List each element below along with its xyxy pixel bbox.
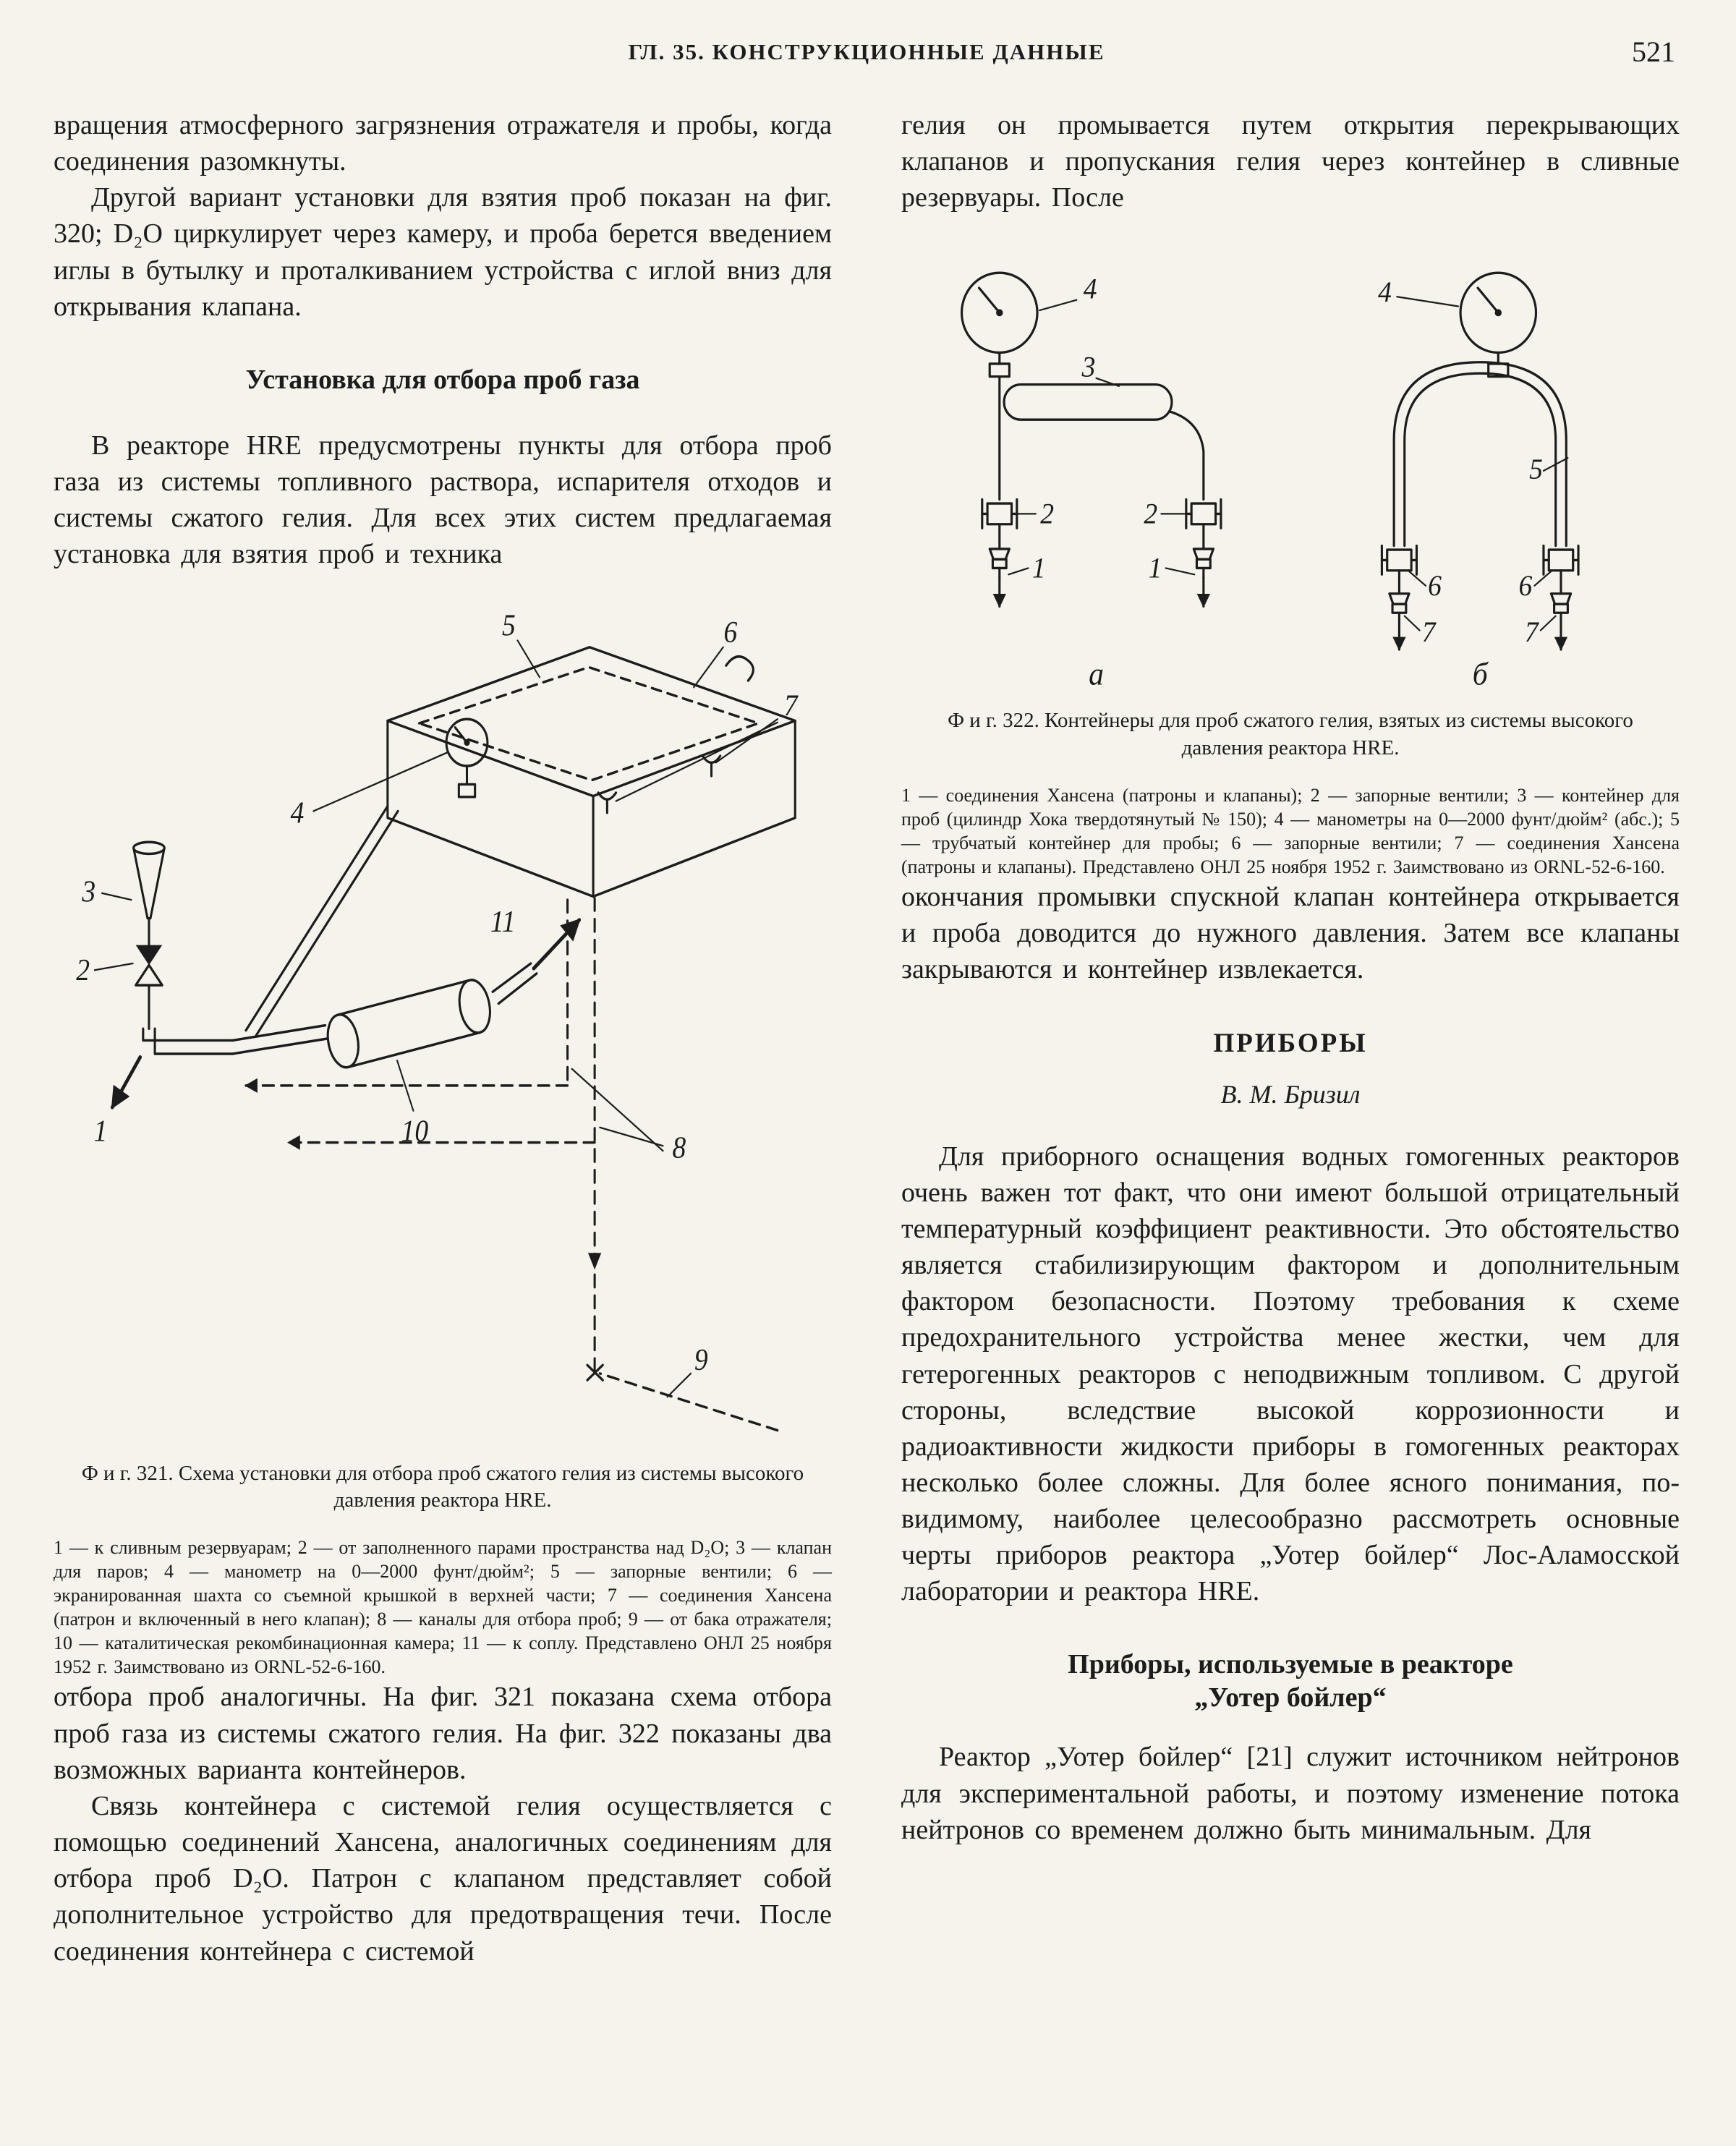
fig322-label-5: 5 [1529,454,1543,486]
paragraph: Связь контейнера с системой гелия осуществляется с помощью соединений Хансена, аналогичных соединениям для отбора проб D₂O. Патрон с клапаном представляет собой дополнительное устройство для предотвращения течи. После соединения контейнера с системой [54,1790,832,1967]
paragraph: вращения атмосферного загрязнения отражателя и пробы, когда соединения разомкнуты. [54,110,832,177]
section-heading-water-boiler-line1: Приборы, используемые в реакторе [1068,1648,1513,1679]
fig321-label-8: 8 [672,1130,686,1165]
fig321-lid-hook [726,657,754,681]
fig321-label-10: 10 [401,1113,429,1148]
fig322-label-4b: 4 [1378,277,1392,309]
paragraph: окончания промывки спускной клапан контейнера открывается и проба доводится до нужного давления. Затем все клапаны закрываются и контейнер извлекается. [901,881,1680,985]
figure-322-caption: Ф и г. 322. Контейнеры для проб сжатого гелия, взятых из системы высокого давления реактора HRE. [948,709,1633,759]
fig321-label-1: 1 [93,1113,108,1148]
fig322-label-7a: 7 [1421,617,1436,649]
paragraph: Реактор „Уотер бойлер“ [21] служит источником нейтронов для экспериментальной работы, и поэтому изменение потока нейтронов со временем должно быть минимальным. Для [901,1742,1680,1845]
section-heading-instruments: ПРИБОРЫ [1213,1029,1368,1059]
fig321-shielded-shaft [388,647,795,897]
fig321-stop-valve [136,945,163,1029]
fig321-label-9: 9 [694,1342,708,1377]
fig321-hansen-connections [598,756,720,813]
two-column-layout [54,107,1680,1970]
hansen-connection-icon [1194,549,1213,578]
paragraph: Для приборного оснащения водных гомогенных реакторов очень важен тот факт, что они имеют большой отрицательный температурный коэффициент реактивности. Это обстоятельство является стабилизирующим фактором и дополнительным фактором безопасности. Поэтому требования к схеме предохранительного устройства менее жестки, чем для гетерогенных реакторов с неподвижным топливом. С другой стороны, вследствие высокой коррозионности и радиоактивности жидкости приборы в гомогенных реакторах несколько более сложны. Для более ясного понимания, по-видимому, наиболее целесообразно рассмотреть основные черты приборов реактора „Уотер бойлер“ Лос-Аламосской лаборатории и реактора HRE. [901,1141,1680,1607]
page-number: 521 [1632,35,1675,68]
fig321-flow-arrowhead [588,1253,601,1269]
fig322-label-2b: 2 [1144,499,1158,531]
fig322-label-1b: 1 [1148,553,1162,585]
fig322a-sample-cylinder [1004,385,1172,420]
fig321-label-2: 2 [76,953,90,987]
fig322-number-labels [1032,274,1543,692]
fig322-label-2a: 2 [1040,499,1055,531]
figure-321-caption: Ф и г. 321. Схема установки для отбора проб сжатого гелия из системы высокого давления реактора HRE. [81,1462,804,1512]
fig321-manometer-icon [446,719,488,797]
fig321-drain-arrow [112,1057,140,1107]
section-heading-water-boiler [901,1648,1680,1715]
figure-322-legend: 1 — соединения Хансена (патроны и клапаны); 2 — запорные вентили; 3 — контейнер для проб (цилиндр Хока твердотянутый № 150); 4 — манометры на 0—2000 фунт/дюйм² (абс.); 5 — трубчатый контейнер для пробы; 6 — запорные вентили; 7 — соединения Хансена (патроны и клапаны). Представлено ОНЛ 25 ноября 1952 г. Заимствовано из ORNL-52-6-160. [901,784,1680,877]
paragraph: Другой вариант установки для взятия проб показан на фиг. 320; D₂O циркулирует через камеру, и проба берется введением иглы в бутылку и проталкиванием устройства с иглой вниз для открывания клапана. [54,182,832,322]
pressure-gauge-icon [962,273,1037,377]
fig322-label-4a: 4 [1083,274,1097,306]
fig322-subfig-b: б [1472,657,1488,693]
fig321-number-labels [76,608,799,1377]
figure-322-drawing [901,233,1680,696]
fig322-container-a [962,273,1221,607]
running-title: ГЛ. 35. КОНСТРУКЦИОННЫЕ ДАННЫЕ [628,39,1105,64]
fig321-label-5: 5 [501,608,516,643]
left-column [54,107,832,1970]
fig322-subfig-a: а [1089,657,1104,693]
paragraph: отбора проб аналогичны. На фиг. 321 показана схема отбора проб газа из системы сжатого гелия. На фиг. 322 показаны два возможных варианта контейнеров. [54,1682,832,1785]
fig322-container-b [1382,273,1578,650]
page-header [54,33,1680,74]
fig321-label-4: 4 [290,795,305,830]
fig322-label-3: 3 [1081,352,1096,384]
figure-321-drawing [54,595,832,1449]
fig321-vapor-valve [134,842,165,945]
fig322-label-1a: 1 [1031,553,1046,585]
right-column [901,107,1680,1970]
section-heading-gas-sampling: Установка для отбора проб газа [245,364,640,395]
fig321-leader-lines [95,641,778,1397]
fig322-label-6a: 6 [1428,571,1442,603]
hansen-connection-icon [990,549,1009,578]
pressure-gauge-icon [1460,273,1536,377]
fig321-label-6: 6 [723,614,738,650]
fig322-label-7b: 7 [1524,617,1539,649]
figure-321 [54,595,832,1679]
paragraph: гелия он промывается путем открытия перекрывающих клапанов и пропускания гелия через контейнер в сливные резервуары. После [901,110,1680,213]
author-name: В. М. Бризил [1220,1079,1361,1109]
fig321-piping [143,806,537,1054]
fig321-recombiner-chamber [323,976,494,1070]
fig322-label-6b: 6 [1518,571,1533,603]
section-heading-water-boiler-line2: „Уотер бойлер“ [1194,1682,1387,1713]
figure-321-legend: 1 — к сливным резервуарам; 2 — от заполненного парами пространства над D₂O; 3 — клапан для паров; 4 — манометр на 0—2000 фунт/дюйм²; 5 — запорные вентили; 6 — экранированная шахта со съемной крышкой в верхней части; 7 — соединения Хансена (патрон и включенный в него клапан); 8 — каналы для отбора проб; 9 — от бака отражателя; 10 — каталитическая рекомбинационная камера; 11 — к соплу. Представлено ОНЛ 25 ноября 1952 г. Заимствовано из ORNL-52-6-160. [54,1537,832,1678]
fig321-label-7: 7 [783,688,798,723]
fig321-label-11: 11 [490,903,516,939]
figure-322 [901,233,1680,878]
fig321-nozzle-arrow [534,920,579,968]
fig322-leader-lines [1008,297,1567,631]
paragraph: В реакторе HRE предусмотрены пункты для отбора проб газа из системы топливного раствора, испарителя отходов и системы сжатого гелия. Для всех этих систем предлагаемая установка для взятия проб и техника [54,430,832,569]
fig321-label-3: 3 [82,874,96,909]
